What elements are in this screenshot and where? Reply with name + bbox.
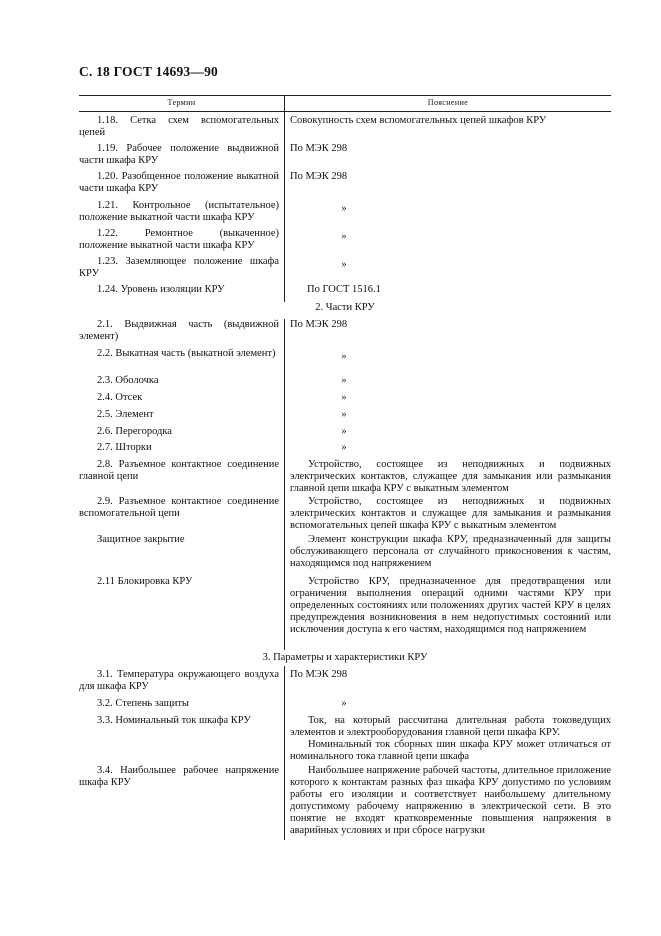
term-number: 1.20. xyxy=(97,171,118,182)
explanation-cell xyxy=(290,715,611,763)
explanation-text: Наибольшее напряжение рабочей частоты, длительное приложение которого к контактам разных фаз шкафа КРУ допустимо по условиям работы его изоляции и соответствует наибольшему длительному допустимому рабочему напряжению в электрической сети. В это понятие не входят кратковременные повышения напряжения в аварийных условиях и при сбросе нагрузки xyxy=(290,765,611,836)
term-number: 2.6. xyxy=(97,426,113,437)
term-text: Уровень изоляции КРУ xyxy=(120,284,225,295)
explanation-cell xyxy=(290,496,611,532)
term-cell xyxy=(79,426,279,438)
term-number: 3.4. xyxy=(97,765,113,776)
column-header-explanation: Пояснение xyxy=(427,98,469,107)
term-text: Номинальный ток шкафа КРУ xyxy=(115,715,251,726)
page-header: С. 18 ГОСТ 14693—90 xyxy=(79,64,218,79)
term-text: Разъемное контактное соединение вспомогательной цепи xyxy=(79,496,279,519)
term-cell xyxy=(79,256,279,280)
term-text: Разъемное контактное соединение главной цепи xyxy=(79,459,279,482)
section-title: 3. Параметры и характеристики КРУ xyxy=(262,652,428,663)
term-text: Блокировка КРУ xyxy=(117,576,193,587)
explanation-cell: » xyxy=(341,203,347,214)
term-text: Ремонтное (выкаченное) положение выкатной части шкафа КРУ xyxy=(79,228,279,251)
term-cell xyxy=(79,442,279,454)
term-text: Выкатная часть (выкатной элемент) xyxy=(115,348,276,359)
term-number: 3.2. xyxy=(97,698,113,709)
term-cell xyxy=(79,284,279,296)
explanation-cell: Совокупность схем вспомогательных цепей шкафов КРУ xyxy=(290,115,547,126)
term-cell xyxy=(79,409,279,421)
term-text: Шторки xyxy=(115,442,152,453)
term-text: Разобщенное положение выкатной части шкафа КРУ xyxy=(79,171,279,194)
explanation-cell xyxy=(290,534,611,570)
term-number: 2.5. xyxy=(97,409,113,420)
explanation-cell: По ГОСТ 1516.1 xyxy=(307,284,381,295)
term-number: 1.22. xyxy=(97,228,118,239)
explanation-cell: » xyxy=(341,259,347,270)
term-text: Заземляющее положение шкафа КРУ xyxy=(79,256,280,279)
explanation-cell: » xyxy=(341,442,347,453)
term-cell xyxy=(79,715,279,727)
term-text: Элемент xyxy=(115,409,154,420)
term-cell xyxy=(79,348,279,360)
term-cell xyxy=(79,115,279,139)
explanation-cell: » xyxy=(341,698,347,709)
explanation-cell: По МЭК 298 xyxy=(290,669,348,680)
term-text: Оболочка xyxy=(115,375,159,386)
column-divider xyxy=(284,666,285,840)
term-number: 2.11 xyxy=(97,576,115,587)
term-cell xyxy=(79,669,279,693)
term-number: 2.4. xyxy=(97,392,113,403)
term-text: Рабочее положение выдвижной части шкафа КРУ xyxy=(79,143,279,166)
term-text: Температура окружающего воздуха для шкафа КРУ xyxy=(79,669,279,692)
term-cell xyxy=(79,200,279,224)
column-header-term: Термин xyxy=(167,98,196,107)
explanation-cell: По МЭК 298 xyxy=(290,143,348,154)
term-number: 1.23. xyxy=(97,256,118,267)
explanation-cell: » xyxy=(341,375,347,386)
explanation-cell: По МЭК 298 xyxy=(290,319,348,330)
term-number: 3.1. xyxy=(97,669,113,680)
explanation-text: Устройство, состоящее из неподвижных и подвижных электрических контактов, служащее для замыкания или размыкания главной цепи шкафа КРУ с выкатным элементом xyxy=(290,459,611,494)
term-cell xyxy=(79,496,279,520)
term-number: 1.18. xyxy=(97,115,118,126)
term-number: 2.3. xyxy=(97,375,113,386)
explanation-text: Ток, на который рассчитана длительная работа токоведущих элементов и электрооборудования главной цепи шкафа КРУ. xyxy=(290,715,611,738)
explanation-cell xyxy=(290,765,611,837)
explanation-cell: » xyxy=(341,392,347,403)
term-text: Защитное закрытие xyxy=(97,534,185,545)
term-text: Сетка схем вспомогательных цепей xyxy=(79,115,279,138)
term-number: 1.24. xyxy=(97,284,118,295)
term-cell xyxy=(79,698,279,710)
term-text: Выдвижная часть (выдвижной элемент) xyxy=(79,319,280,342)
explanation-cell: По МЭК 298 xyxy=(290,171,348,182)
term-text: Степень защиты xyxy=(115,698,189,709)
term-number: 2.2. xyxy=(97,348,113,359)
term-cell xyxy=(79,392,279,404)
term-number: 2.8. xyxy=(97,459,113,470)
term-text: Перегородка xyxy=(115,426,172,437)
term-cell xyxy=(79,171,279,195)
term-cell xyxy=(79,228,279,252)
explanation-text: Номинальный ток сборных шин шкафа КРУ может отличаться от номинального тока главной цепи шкафа xyxy=(290,739,611,762)
term-cell xyxy=(79,765,279,789)
term-number: 2.7. xyxy=(97,442,113,453)
term-number: 2.1. xyxy=(97,319,113,330)
explanation-cell: » xyxy=(341,409,347,420)
term-text: Наибольшее рабочее напряжение шкафа КРУ xyxy=(79,765,279,788)
table-top-rule xyxy=(79,95,611,96)
term-text: Контрольное (испытательное) положение выкатной части шкафа КРУ xyxy=(79,200,279,223)
term-number: 1.21. xyxy=(97,200,118,211)
explanation-text: Устройство, состоящее из неподвижных и подвижных электрических контактов и служащее для замыкания и размыкания вспомогательных цепей шкафа КРУ с выкатным элементом xyxy=(290,496,611,531)
header-rule xyxy=(79,111,611,112)
column-divider xyxy=(284,319,285,650)
term-cell xyxy=(79,576,279,588)
explanation-cell xyxy=(290,459,611,495)
term-cell xyxy=(79,143,279,167)
explanation-cell: » xyxy=(341,426,347,437)
term-number: 1.19. xyxy=(97,143,118,154)
explanation-cell xyxy=(290,576,611,636)
explanation-text: Элемент конструкции шкафа КРУ, предназначенный для защиты обслуживающего персонала от случайного прикосновения к частям, находящимся под напряжением xyxy=(290,534,611,569)
section-title: 2. Части КРУ xyxy=(315,302,375,313)
explanation-cell: » xyxy=(341,231,347,242)
term-cell xyxy=(79,375,279,387)
explanation-text: Устройство КРУ, предназначенное для предотвращения или ограничения выполнения операций одними частями КРУ при определенных состояниях или положениях других частей КРУ в целях предупреждения возникновения в нем недопустимых состояний или исключения доступа к его частям, находящимся под напряжением xyxy=(290,576,611,635)
term-cell xyxy=(79,319,279,343)
column-divider xyxy=(284,95,285,302)
term-text: Отсек xyxy=(115,392,143,403)
term-cell xyxy=(79,459,279,483)
term-cell xyxy=(79,534,279,546)
term-number: 3.3. xyxy=(97,715,113,726)
term-number: 2.9. xyxy=(97,496,113,507)
explanation-cell: » xyxy=(341,351,347,362)
